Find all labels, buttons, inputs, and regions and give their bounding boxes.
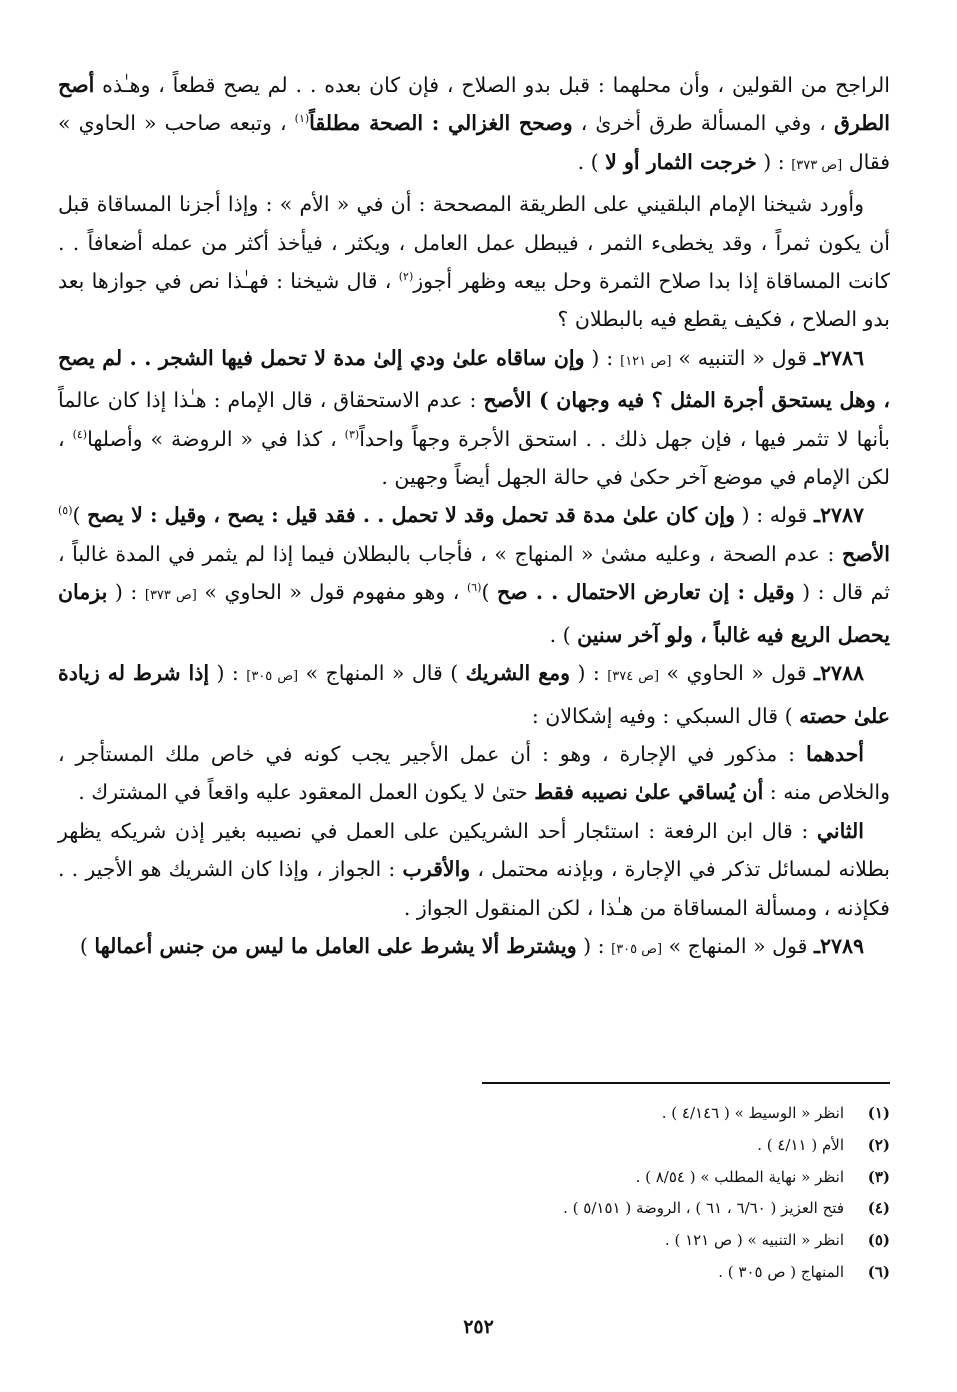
text-run: قول « التنبيه »: [671, 345, 814, 370]
text-run: قول « الحاوي »: [659, 661, 814, 686]
text-run: ) .: [549, 622, 578, 647]
text-run: وأورد شيخنا الإمام البلقيني على الطريقة المصححة : أن في « الأم » : وإذا أجزنا المساقاة قبل أن يكون ثمراً ، وقد يخطىء الثمر ، فيبطل عمل العامل ، ويكثر ، فيأخذ أكثر من عمله أضعافاً . . كانت المساقاة إذا بدا صلاح الثمرة وحل بيعه وظهر أجوز: [58, 192, 891, 294]
text-run: : الجواز ، وإذا كان الشريك هو الأجير . . فكإذنه ، ومسألة المساقاة من هـٰذا ، لكن المنقول الجواز .: [58, 857, 890, 920]
paragraph: [58, 66, 890, 185]
footnote-marker: (٤): [72, 427, 88, 441]
paragraph: [58, 927, 890, 969]
page-reference: [ص ٣٧٤]: [607, 669, 660, 685]
bold-text-run: والأقرب: [402, 857, 471, 882]
footnote-divider: [482, 1082, 890, 1084]
footnote-text: انظر « التنبيه » ( ص ١٢١ ) .: [664, 1231, 844, 1250]
text-run: ، وفي المسألة طرق أخرىٰ ،: [572, 111, 835, 136]
text-run: ) قال « المنهاج »: [298, 661, 466, 686]
text-run: ، وهو مفهوم قول « الحاوي »: [196, 580, 467, 605]
paragraph: [58, 654, 890, 735]
bold-text-run: خرجت الثمار أو لا: [605, 149, 757, 174]
footnote-marker: (١): [294, 112, 310, 126]
paragraph: [58, 185, 890, 339]
page-reference: [ص ١٢١]: [620, 353, 672, 369]
bold-text-run: الأصح: [841, 541, 890, 566]
text-run: ): [481, 580, 498, 605]
page-reference: [ص ٣٧٣]: [791, 157, 843, 173]
footnote-number: (٥): [867, 1231, 890, 1250]
footnote-number: (٦): [867, 1262, 890, 1281]
bold-text-run: إذا شرط له زيادة علىٰ حصته: [58, 661, 890, 728]
footnote-marker: (٢): [398, 270, 414, 284]
bold-text-run: ويشترط ألا يشرط على العامل ما ليس من جنس أعمالها: [94, 933, 577, 958]
issue-number: ٢٧٨٦ـ: [813, 345, 864, 370]
paragraph: [58, 339, 890, 497]
footnote-text: فتح العزيز ( ٦/٦٠ ، ٦١ ) ، الروضة ( ٥/١٥١ ) .: [563, 1199, 844, 1218]
text-run: ، كذا في « الروضة » وأصلها: [87, 426, 345, 451]
bold-text-run: وقيل : إن تعارض الاحتمال . . صح: [497, 580, 795, 605]
bold-text-run: وإن ساقاه علىٰ ودي إلىٰ مدة لا تحمل فيها الشجر . . لم يصح ، وهل يستحق أجرة المثل ؟ فيه وجهان ) الأصح: [58, 345, 890, 413]
text-run: : عدم الاستحقاق ، قال الإمام : هـٰذا إذا كان عالماً بأنها لا تثمر فيها ، فإن جهل ذلك . . استحق الأجرة وجهاً واحداً: [58, 388, 891, 451]
text-run: : (: [107, 580, 145, 605]
issue-number: ٢٧٨٨ـ: [813, 661, 865, 686]
bold-text-run: أحدهما: [805, 741, 864, 766]
page-reference: [ص ٣٠٥]: [611, 941, 663, 957]
footnote-marker: (٥): [58, 504, 73, 518]
text-run: ، لكن الإمام في موضع آخر حكىٰ في حالة الجهل أيضاً وجهين .: [58, 426, 890, 490]
bold-text-run: أن يُساقي علىٰ نصيبه فقط: [534, 780, 764, 805]
footnote: [90, 1098, 890, 1130]
text-run: : عدم الصحة ، وعليه مشىٰ « المنهاج » ، فأجاب بالبطلان فيما إذا لم يثمر في المدة غالباً ، ثم قال : (: [58, 541, 890, 605]
footnote-marker: (٦): [466, 581, 482, 595]
footnote-number: (٢): [867, 1135, 890, 1154]
text-run: : (: [576, 933, 612, 958]
text-run: : (: [570, 661, 608, 686]
footnote-text: انظر « الوسيط » ( ٤/١٤٦ ) .: [661, 1104, 844, 1122]
footnotes: [90, 1098, 890, 1289]
footnote: [90, 1162, 890, 1194]
footnote-number: (١): [867, 1104, 890, 1122]
bold-text-run: الثاني: [816, 818, 864, 843]
text-run: : (: [209, 661, 247, 686]
bold-text-run: وإن كان علىٰ مدة قد تحمل وقد لا تحمل . . فقد قيل : يصح ، وقيل : لا يصح: [87, 503, 735, 528]
text-run: ) .: [577, 149, 606, 174]
footnote: [90, 1257, 890, 1289]
text-run: ): [79, 933, 95, 958]
footnote-text: الأم ( ٤/١١ ) .: [757, 1135, 844, 1154]
text-run: ، وتبعه صاحب « الحاوي » فقال: [58, 111, 890, 174]
issue-number: ٢٧٨٩ـ: [813, 933, 864, 958]
footnote: [90, 1225, 890, 1257]
text-run: قوله : (: [735, 503, 814, 528]
text-run: : (: [584, 345, 621, 370]
text-run: ، قال شيخنا : فهـٰذا نص في جوازها بعد بدو الصلاح ، فكيف يقطع فيه بالبطلان ؟: [58, 269, 890, 332]
footnote-number: (٣): [867, 1167, 890, 1186]
text-run: : قال ابن الرفعة : استئجار أحد الشريكين على العمل في نصيبه بغير إذن شريكه يظهر بطلانه لمسائل تذكر في الإجارة ، وبإذنه محتمل ،: [58, 818, 890, 882]
text-run: : (: [756, 149, 792, 174]
bold-text-run: أصح الطرق: [58, 73, 890, 136]
bold-text-run: ومع الشريك: [465, 661, 571, 686]
paragraph: [58, 812, 890, 927]
footnote-marker: (٣): [344, 427, 360, 441]
issue-number: ٢٧٨٧ـ: [813, 503, 865, 528]
bold-text-run: بزمان يحصل الريع فيه غالباً ، ولو آخر سنين: [58, 580, 890, 647]
text-run: الراجح من القولين ، وأن محلهما : قبل بدو الصلاح ، فإن كان بعده . . لم يصح قطعاً ، وهـٰذه: [94, 73, 890, 97]
paragraph: [58, 735, 890, 812]
footnote: [90, 1130, 890, 1162]
footnote: [90, 1193, 890, 1225]
text-run: قول « المنهاج »: [662, 933, 814, 958]
footnote-text: انظر « نهاية المطلب » ( ٨/٥٤ ) .: [635, 1167, 844, 1186]
footnote-text: المنهاج ( ص ٣٠٥ ) .: [718, 1262, 844, 1281]
bold-text-run: وصحح الغزالي : الصحة مطلقاً: [309, 111, 573, 136]
text-run: ): [72, 503, 88, 528]
text-run: : مذكور في الإجارة ، وهو : أن عمل الأجير يجب كونه في خاص ملك المستأجر ، والخلاص منه :: [58, 741, 890, 805]
page-reference: [ص ٣٧٣]: [144, 588, 197, 604]
footnote-number: (٤): [867, 1199, 890, 1218]
page-body: [58, 66, 890, 969]
page-reference: [ص ٣٠٥]: [246, 669, 299, 685]
page-number: ٢٥٢: [463, 1316, 494, 1338]
text-run: حتىٰ لا يكون العمل المعقود عليه واقعاً في المشترك .: [78, 780, 535, 805]
text-run: ) قال السبكي : وفيه إشكالان :: [531, 703, 800, 728]
paragraph: [58, 496, 890, 654]
